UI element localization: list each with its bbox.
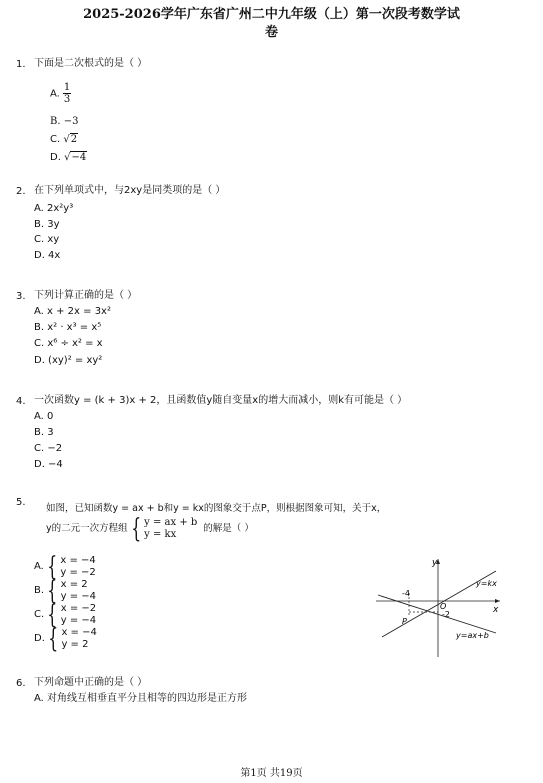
x-axis-label: x <box>493 605 499 615</box>
question-2-option-c[interactable]: C. xy <box>34 234 60 245</box>
question-5-option-d[interactable]: D. { x = −4 y = 2 <box>34 624 97 654</box>
equation-system: y = ax + b y = kx <box>144 517 198 540</box>
question-4-text: 一次函数y = (k + 3)x + 2，且函数值y随自变量x的增大而减小，则k有可能是（ ） <box>34 395 408 406</box>
question-6-number: 6. <box>16 678 26 689</box>
tick-label-y: -2 <box>442 610 450 619</box>
question-1-text: 下面是二次根式的是（ ） <box>34 58 148 69</box>
question-3-option-d[interactable]: D. (xy)² = xy² <box>34 355 103 366</box>
question-3-number: 3. <box>16 291 26 302</box>
line-kx-label: y=kx <box>476 579 497 588</box>
brace-symbol: { <box>47 576 58 606</box>
page-footer: 第1页 共19页 <box>240 768 303 779</box>
question-3-text: 下列计算正确的是（ ） <box>34 290 138 301</box>
question-5-option-a[interactable]: A. { x = −4 y = −2 <box>34 552 96 582</box>
question-5-text-line-1: 如图，已知函数y = ax + b和y = kx的图象交于点P，则根据图象可知，关于x， <box>46 503 387 514</box>
page-title <box>0 6 543 42</box>
question-4-number: 4. <box>16 396 26 407</box>
title-line-2: 卷 <box>264 25 278 40</box>
question-6-text: 下列命题中正确的是（ ） <box>34 677 148 688</box>
question-3-option-b[interactable]: B. x² · x³ = x⁵ <box>34 322 102 333</box>
question-2-number: 2. <box>16 186 26 197</box>
point-p-label: P <box>402 617 407 626</box>
question-1-option-d[interactable]: D. √−4 <box>50 152 87 163</box>
question-5-number: 5. <box>16 497 26 508</box>
question-2-option-b[interactable]: B. 3y <box>34 219 60 230</box>
tick-label-x: -4 <box>402 589 410 598</box>
y-axis-label: y <box>432 558 438 568</box>
question-4-option-a[interactable]: A. 0 <box>34 411 54 422</box>
question-2-option-d[interactable]: D. 4x <box>34 250 61 261</box>
question-5-text-line-2: y的二元一次方程组 { y = ax + b y = kx 的解是（ ） <box>46 514 254 544</box>
fraction: $\frac{1}{3}$ <box>63 82 71 105</box>
brace-symbol: { <box>47 600 58 630</box>
question-1-number: 1. <box>16 59 26 70</box>
brace-symbol: { <box>130 514 141 544</box>
question-5-option-b[interactable]: B. { x = 2 y = −4 <box>34 576 96 606</box>
brace-symbol: { <box>47 552 58 582</box>
brace-symbol: { <box>48 624 59 654</box>
question-1-option-a[interactable]: A. $\frac{1}{3}$ <box>50 82 71 105</box>
question-5-option-c[interactable]: C. { x = −2 y = −4 <box>34 600 97 630</box>
origin-label: O <box>440 602 447 611</box>
title-line-1: 2025-2026学年广东省广州二中九年级（上）第一次段考数学试 <box>83 7 460 22</box>
question-4-option-d[interactable]: D. −4 <box>34 459 63 470</box>
question-1-option-b[interactable]: B. −3 <box>50 116 79 127</box>
function-graph <box>372 555 507 660</box>
question-2-text: 在下列单项式中，与2xy是同类项的是（ ） <box>34 185 226 196</box>
x-axis-arrow <box>495 599 500 603</box>
question-1-option-c[interactable]: C. √2 <box>50 134 78 145</box>
sqrt-expression: √2 <box>63 134 78 145</box>
question-3-option-c[interactable]: C. x⁶ ÷ x² = x <box>34 338 103 349</box>
question-2-option-a[interactable]: A. 2x²y³ <box>34 203 74 214</box>
question-4-option-c[interactable]: C. −2 <box>34 443 63 454</box>
question-6-option-a[interactable]: A. 对角线互相垂直平分且相等的四边形是正方形 <box>34 693 248 704</box>
sqrt-expression: √−4 <box>64 152 87 163</box>
question-4-option-b[interactable]: B. 3 <box>34 427 54 438</box>
question-3-option-a[interactable]: A. x + 2x = 3x² <box>34 306 111 317</box>
line-ax-b-label: y=ax+b <box>456 631 489 640</box>
